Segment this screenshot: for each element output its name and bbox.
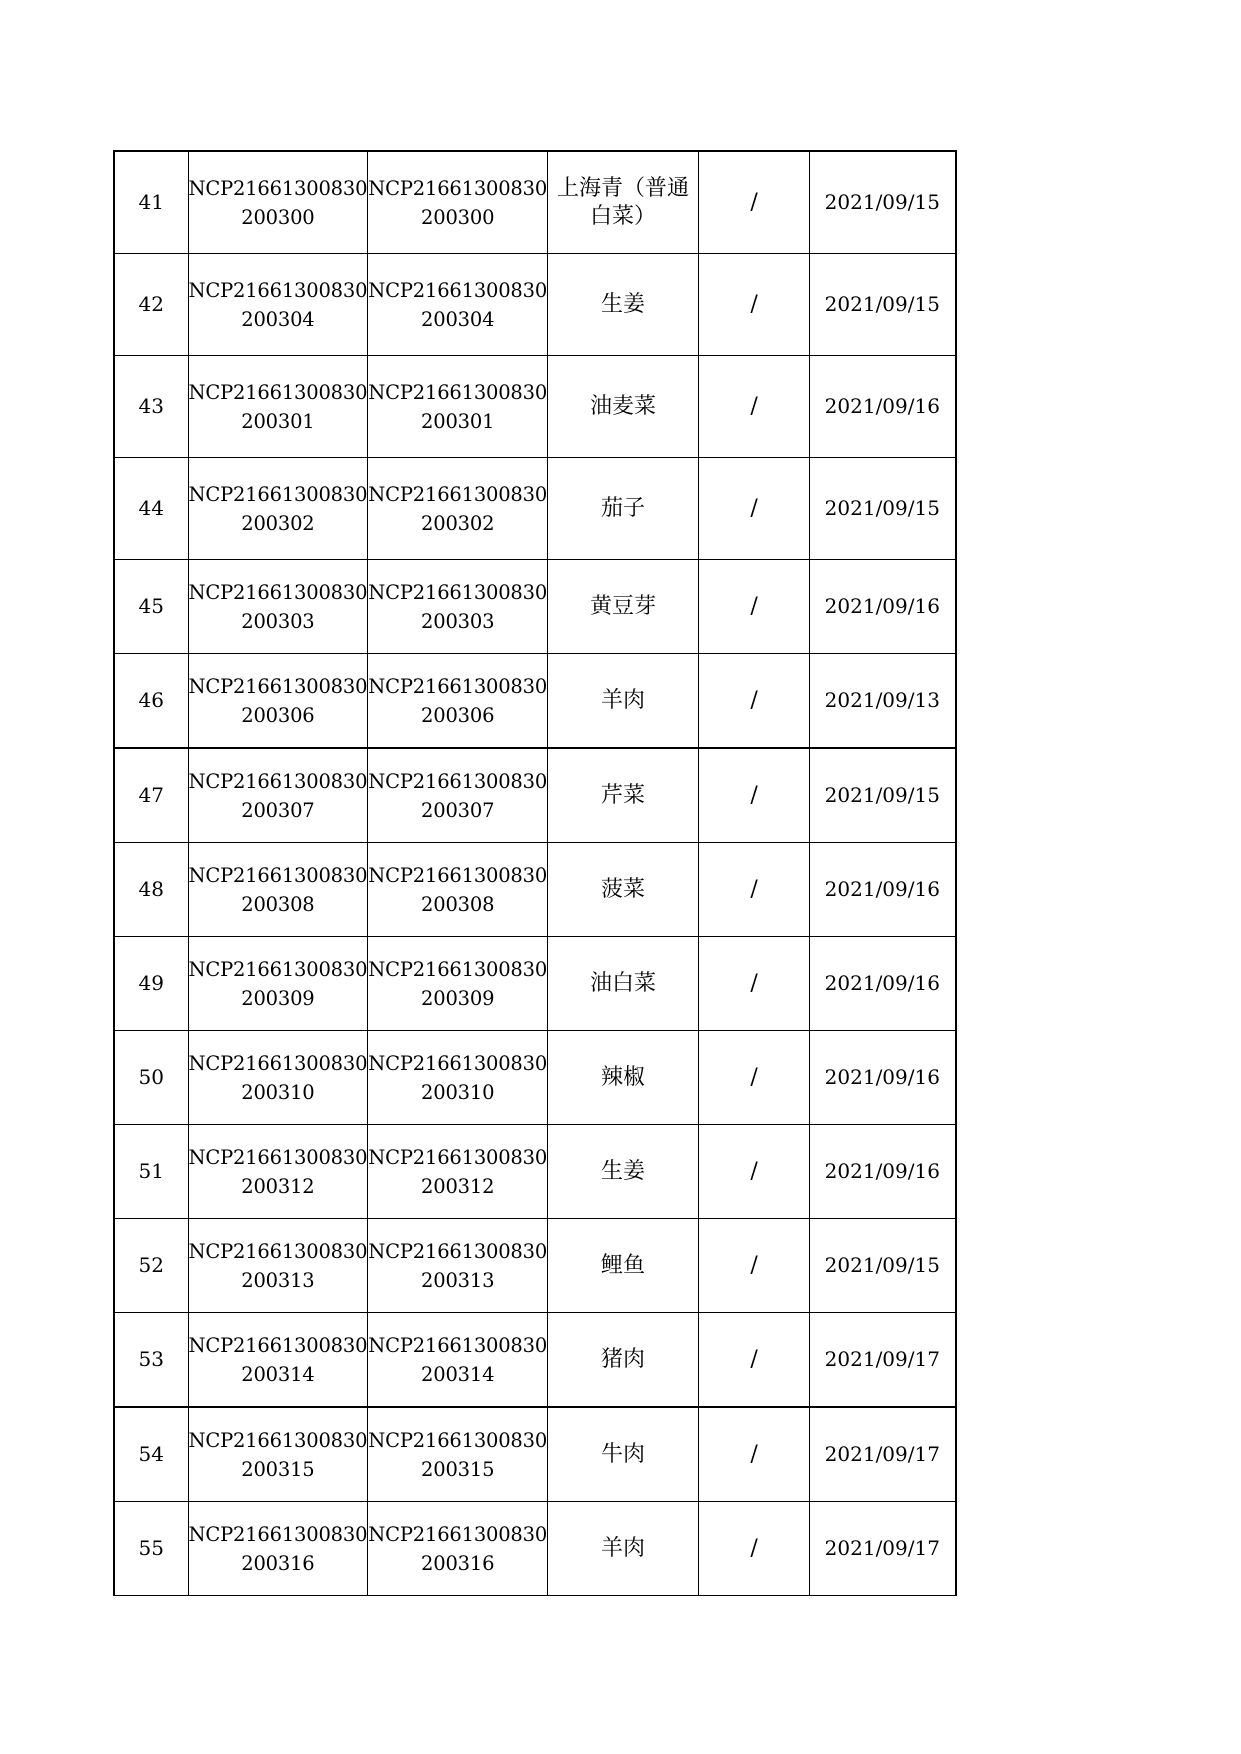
row-number-cell: 48	[114, 843, 188, 937]
spec-cell: /	[699, 843, 810, 937]
row-number-cell: 53	[114, 1313, 188, 1408]
report-code-line-1: NCP21661300830	[368, 580, 548, 604]
table-row	[114, 560, 956, 654]
report-code-line-1: NCP21661300830	[368, 176, 548, 200]
spec-cell: /	[699, 1502, 810, 1596]
date-cell: 2021/09/16	[810, 1125, 956, 1219]
row-number-cell: 46	[114, 654, 188, 749]
date-cell: 2021/09/17	[810, 1407, 956, 1502]
sample-code-cell	[188, 748, 368, 843]
food-name-cell: 油白菜	[548, 937, 699, 1031]
date-cell: 2021/09/16	[810, 843, 956, 937]
report-code-cell	[368, 458, 548, 560]
spec-cell: /	[699, 1031, 810, 1125]
report-code-line-1: NCP21661300830	[368, 482, 548, 506]
report-code-line-2: 200313	[421, 1268, 495, 1292]
sample-code-cell	[188, 1502, 368, 1596]
report-code-line-2: 200300	[421, 205, 495, 229]
sample-code-line-1: NCP21661300830	[188, 674, 368, 698]
date-cell: 2021/09/16	[810, 937, 956, 1031]
spec-cell: /	[699, 356, 810, 458]
row-number-cell: 50	[114, 1031, 188, 1125]
report-code-cell	[368, 1407, 548, 1502]
report-code-line-2: 200302	[421, 511, 495, 535]
date-cell: 2021/09/15	[810, 254, 956, 356]
sample-code-cell	[188, 458, 368, 560]
report-code-cell	[368, 654, 548, 749]
sample-code-cell	[188, 1313, 368, 1408]
food-name-cell: 生姜	[548, 254, 699, 356]
report-code-line-1: NCP21661300830	[368, 278, 548, 302]
food-name-cell: 菠菜	[548, 843, 699, 937]
sample-code-line-1: NCP21661300830	[188, 482, 368, 506]
report-code-line-1: NCP21661300830	[368, 957, 548, 981]
table-row	[114, 1407, 956, 1502]
table-row	[114, 748, 956, 843]
report-code-line-2: 200301	[421, 409, 495, 433]
food-name-cell: 油麦菜	[548, 356, 699, 458]
report-code-cell	[368, 1031, 548, 1125]
report-code-cell	[368, 937, 548, 1031]
sample-code-line-1: NCP21661300830	[188, 1145, 368, 1169]
date-cell: 2021/09/17	[810, 1313, 956, 1408]
sample-code-line-2: 200315	[241, 1457, 315, 1481]
spec-cell: /	[699, 748, 810, 843]
food-name-cell: 羊肉	[548, 654, 699, 749]
report-code-line-1: NCP21661300830	[368, 674, 548, 698]
row-number-cell: 52	[114, 1219, 188, 1313]
report-code-cell	[368, 1219, 548, 1313]
report-code-line-1: NCP21661300830	[368, 863, 548, 887]
report-code-line-2: 200310	[421, 1080, 495, 1104]
date-cell: 2021/09/15	[810, 748, 956, 843]
food-name-cell: 生姜	[548, 1125, 699, 1219]
sample-code-line-2: 200307	[241, 798, 315, 822]
table-row	[114, 1313, 956, 1408]
report-code-line-1: NCP21661300830	[368, 769, 548, 793]
sample-code-line-2: 200308	[241, 892, 315, 916]
row-number-cell: 55	[114, 1502, 188, 1596]
report-code-cell	[368, 1313, 548, 1408]
sample-code-line-2: 200303	[241, 609, 315, 633]
sample-code-cell	[188, 356, 368, 458]
sample-code-cell	[188, 1407, 368, 1502]
sample-code-line-2: 200300	[241, 205, 315, 229]
food-name-cell: 上海青（普通白菜）	[548, 151, 699, 254]
date-cell: 2021/09/16	[810, 1031, 956, 1125]
date-cell: 2021/09/16	[810, 356, 956, 458]
report-code-line-1: NCP21661300830	[368, 380, 548, 404]
report-code-cell	[368, 843, 548, 937]
row-number-cell: 45	[114, 560, 188, 654]
spec-cell: /	[699, 937, 810, 1031]
sample-code-cell	[188, 560, 368, 654]
date-cell: 2021/09/13	[810, 654, 956, 749]
row-number-cell: 41	[114, 151, 188, 254]
report-code-line-1: NCP21661300830	[368, 1239, 548, 1263]
spec-cell: /	[699, 1219, 810, 1313]
sample-code-line-2: 200312	[241, 1174, 315, 1198]
date-cell: 2021/09/15	[810, 151, 956, 254]
report-code-line-2: 200316	[421, 1551, 495, 1575]
date-cell: 2021/09/16	[810, 560, 956, 654]
sample-code-cell	[188, 654, 368, 749]
sample-code-cell	[188, 1219, 368, 1313]
sample-code-line-1: NCP21661300830	[188, 380, 368, 404]
sample-code-cell	[188, 1031, 368, 1125]
sample-code-line-1: NCP21661300830	[188, 863, 368, 887]
food-name-cell: 茄子	[548, 458, 699, 560]
report-code-line-1: NCP21661300830	[368, 1428, 548, 1452]
row-number-cell: 43	[114, 356, 188, 458]
spec-cell: /	[699, 1407, 810, 1502]
report-code-line-1: NCP21661300830	[368, 1051, 548, 1075]
sample-code-line-2: 200313	[241, 1268, 315, 1292]
report-code-line-2: 200306	[421, 703, 495, 727]
spec-cell: /	[699, 1125, 810, 1219]
food-name-cell: 猪肉	[548, 1313, 699, 1408]
sample-code-line-1: NCP21661300830	[188, 1522, 368, 1546]
row-number-cell: 47	[114, 748, 188, 843]
spec-cell: /	[699, 560, 810, 654]
food-name-cell: 鲤鱼	[548, 1219, 699, 1313]
report-code-line-2: 200303	[421, 609, 495, 633]
table-row	[114, 151, 956, 254]
table-row	[114, 654, 956, 749]
sample-code-line-1: NCP21661300830	[188, 1051, 368, 1075]
report-code-cell	[368, 748, 548, 843]
food-name-cell: 牛肉	[548, 1407, 699, 1502]
spec-cell: /	[699, 654, 810, 749]
report-code-line-1: NCP21661300830	[368, 1145, 548, 1169]
row-number-cell: 49	[114, 937, 188, 1031]
sample-code-line-2: 200316	[241, 1551, 315, 1575]
sample-code-line-1: NCP21661300830	[188, 769, 368, 793]
table-row	[114, 843, 956, 937]
sample-code-line-2: 200304	[241, 307, 315, 331]
food-name-cell: 辣椒	[548, 1031, 699, 1125]
food-name-cell: 芹菜	[548, 748, 699, 843]
date-cell: 2021/09/17	[810, 1502, 956, 1596]
report-code-cell	[368, 356, 548, 458]
sample-code-line-2: 200302	[241, 511, 315, 535]
spec-cell: /	[699, 151, 810, 254]
sample-code-line-2: 200314	[241, 1362, 315, 1386]
report-code-line-2: 200304	[421, 307, 495, 331]
sample-code-line-1: NCP21661300830	[188, 176, 368, 200]
row-number-cell: 42	[114, 254, 188, 356]
report-code-line-2: 200308	[421, 892, 495, 916]
date-cell: 2021/09/15	[810, 458, 956, 560]
sample-table	[113, 150, 957, 1596]
table-row	[114, 458, 956, 560]
table-row	[114, 356, 956, 458]
sample-code-line-1: NCP21661300830	[188, 1333, 368, 1357]
table-row	[114, 1219, 956, 1313]
report-code-line-2: 200315	[421, 1457, 495, 1481]
sample-code-cell	[188, 1125, 368, 1219]
report-code-cell	[368, 1125, 548, 1219]
sample-code-line-2: 200306	[241, 703, 315, 727]
sample-code-line-2: 200301	[241, 409, 315, 433]
report-code-cell	[368, 560, 548, 654]
sample-code-line-1: NCP21661300830	[188, 1428, 368, 1452]
sample-table-body	[114, 151, 956, 1596]
report-code-cell	[368, 1502, 548, 1596]
report-code-line-2: 200309	[421, 986, 495, 1010]
sample-code-line-1: NCP21661300830	[188, 1239, 368, 1263]
date-cell: 2021/09/15	[810, 1219, 956, 1313]
table-row	[114, 1031, 956, 1125]
sample-code-line-2: 200310	[241, 1080, 315, 1104]
report-code-cell	[368, 254, 548, 356]
sample-code-cell	[188, 937, 368, 1031]
spec-cell: /	[699, 254, 810, 356]
sample-code-cell	[188, 843, 368, 937]
row-number-cell: 44	[114, 458, 188, 560]
sample-code-line-1: NCP21661300830	[188, 278, 368, 302]
row-number-cell: 54	[114, 1407, 188, 1502]
row-number-cell: 51	[114, 1125, 188, 1219]
spec-cell: /	[699, 458, 810, 560]
sample-code-line-2: 200309	[241, 986, 315, 1010]
table-row	[114, 1502, 956, 1596]
table-row	[114, 937, 956, 1031]
table-row	[114, 1125, 956, 1219]
report-code-cell	[368, 151, 548, 254]
report-code-line-2: 200312	[421, 1174, 495, 1198]
spec-cell: /	[699, 1313, 810, 1408]
report-code-line-1: NCP21661300830	[368, 1333, 548, 1357]
food-name-cell: 黄豆芽	[548, 560, 699, 654]
report-code-line-2: 200314	[421, 1362, 495, 1386]
food-name-cell: 羊肉	[548, 1502, 699, 1596]
sample-code-line-1: NCP21661300830	[188, 957, 368, 981]
report-code-line-1: NCP21661300830	[368, 1522, 548, 1546]
sample-code-line-1: NCP21661300830	[188, 580, 368, 604]
sample-code-cell	[188, 254, 368, 356]
report-code-line-2: 200307	[421, 798, 495, 822]
sample-code-cell	[188, 151, 368, 254]
table-row	[114, 254, 956, 356]
